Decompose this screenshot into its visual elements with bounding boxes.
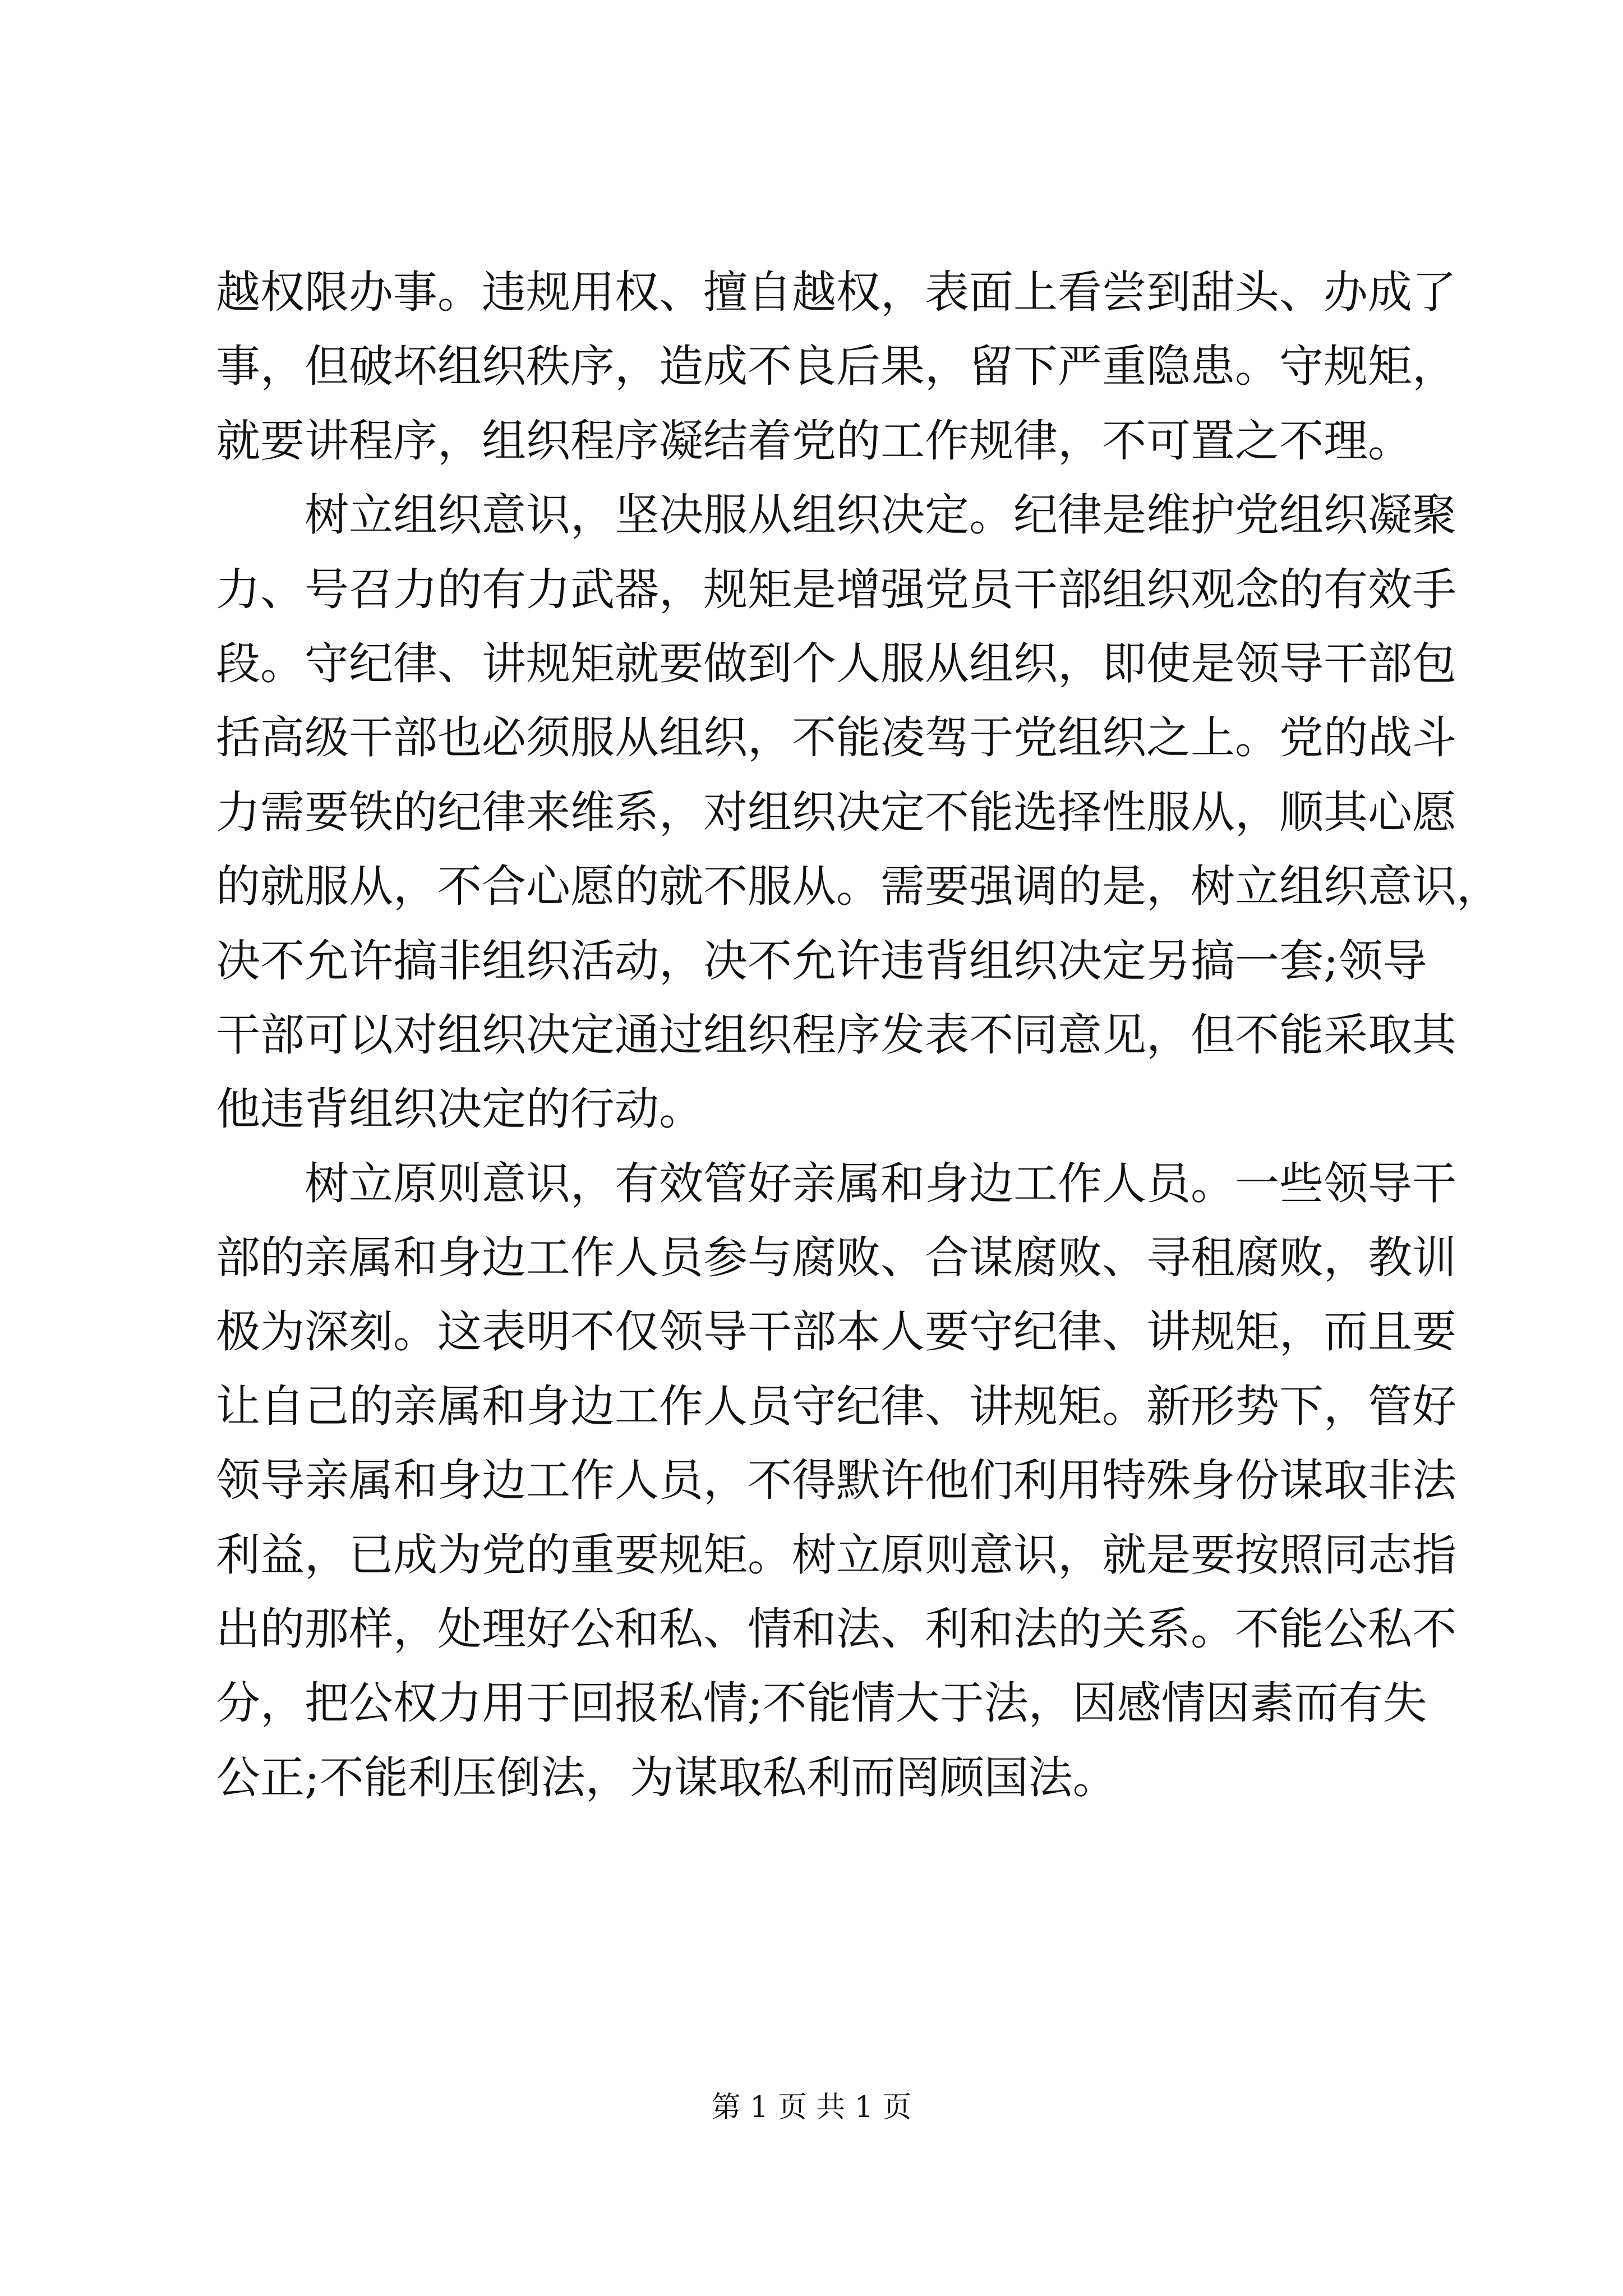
text-line: 树立组织意识，坚决服从组织决定。纪律是维护党组织凝聚 (216, 489, 1456, 541)
text-line: 力、号召力的有力武器，规矩是增强党员干部组织观念的有效手 (216, 563, 1456, 615)
text-line: 领导亲属和身边工作人员，不得默许他们利用特殊身份谋取非法 (216, 1455, 1456, 1507)
text-line: 括高级干部也必须服从组织，不能凌驾于党组织之上。党的战斗 (216, 712, 1456, 764)
text-line: 干部可以对组织决定通过组织程序发表不同意见，但不能采取其 (216, 1009, 1456, 1061)
text-line: 越权限办事。违规用权、擅自越权，表面上看尝到甜头、办成了 (216, 266, 1456, 318)
page-footer: 第 1 页 共 1 页 (711, 2091, 912, 2124)
text-line: 力需要铁的纪律来维系，对组织决定不能选择性服从，顺其心愿 (216, 786, 1456, 838)
text-line: 他违背组织决定的行动。 (216, 1083, 703, 1135)
text-line: 的就服从，不合心愿的就不服从。需要强调的是，树立组织意识， (216, 861, 1501, 913)
text-line: 分，把公权力用于回报私情;不能情大于法，因感情因素而有失 (216, 1677, 1427, 1729)
text-line: 段。守纪律、讲规矩就要做到个人服从组织，即使是领导干部包 (216, 637, 1456, 689)
text-line: 出的那样，处理好公和私、情和法、利和法的关系。不能公私不 (216, 1603, 1456, 1655)
text-line: 公正;不能利压倒法，为谋取私利而罔顾国法。 (216, 1751, 1117, 1803)
text-line: 部的亲属和身边工作人员参与腐败、合谋腐败、寻租腐败，教训 (216, 1232, 1456, 1284)
text-line: 就要讲程序，组织程序凝结着党的工作规律，不可置之不理。 (216, 415, 1412, 467)
text-line: 让自己的亲属和身边工作人员守纪律、讲规矩。新形势下，管好 (216, 1380, 1456, 1432)
text-line: 决不允许搞非组织活动，决不允许违背组织决定另搞一套;领导 (216, 935, 1427, 987)
text-line: 事，但破坏组织秩序，造成不良后果，留下严重隐患。守规矩， (216, 341, 1456, 393)
body-text (216, 255, 1501, 1815)
text-line: 树立原则意识，有效管好亲属和身边工作人员。一些领导干 (216, 1157, 1456, 1209)
text-line: 利益，已成为党的重要规矩。树立原则意识，就是要按照同志指 (216, 1529, 1456, 1581)
text-line: 极为深刻。这表明不仅领导干部本人要守纪律、讲规矩，而且要 (216, 1306, 1456, 1358)
